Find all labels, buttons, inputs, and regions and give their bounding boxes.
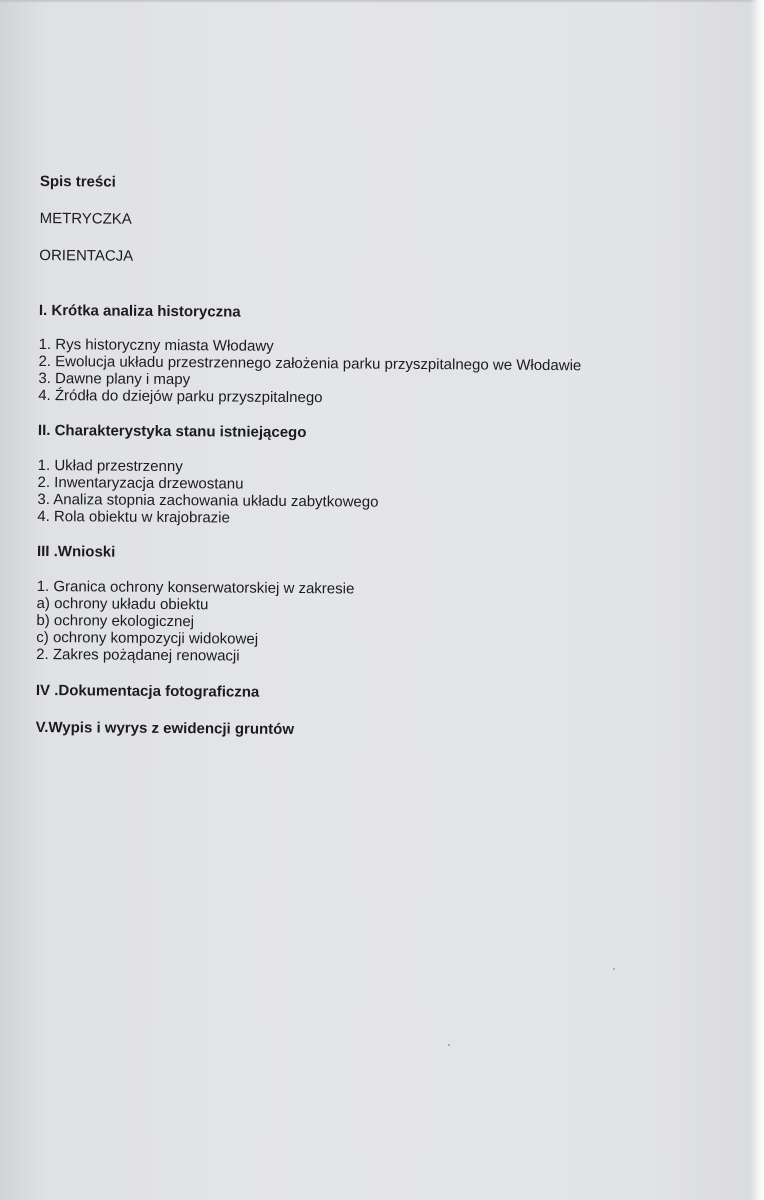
section-3-item: 1. Granica ochrony konserwatorskiej w zakresie xyxy=(36,577,355,598)
section-3-item: a) ochrony układu obiektu xyxy=(36,594,209,614)
section-2-item: 4. Rola obiektu w krajobrazie xyxy=(37,507,230,527)
section-3-item: c) ochrony kompozycji widokowej xyxy=(36,628,259,648)
paper-speck xyxy=(613,968,615,970)
page-top-edge xyxy=(0,0,764,3)
section-1-item: 1. Rys historyczny miasta Włodawy xyxy=(38,335,274,355)
section-2-item: 3. Analiza stopnia zachowania układu zabytkowego xyxy=(37,490,379,511)
section-1-item: 4. Źródła do dziejów parku przyszpitalnego xyxy=(38,386,323,407)
section-2-item: 1. Układ przestrzenny xyxy=(37,456,183,476)
toc-title: Spis treści xyxy=(39,172,116,191)
section-3-item: b) ochrony ekologicznej xyxy=(36,611,195,631)
section-1-item: 3. Dawne plany i mapy xyxy=(38,369,191,389)
section-2-item: 2. Inwentaryzacja drzewostanu xyxy=(37,473,244,493)
section-2-heading: II. Charakterystyka stanu istniejącego xyxy=(37,421,307,442)
section-5-heading: V.Wypis i wyrys z ewidencji gruntów xyxy=(35,718,295,739)
toc-orientacja: ORIENTACJA xyxy=(39,246,134,265)
section-4-heading: IV .Dokumentacja fotograficzna xyxy=(35,681,260,701)
section-3-item: 2. Zakres pożądanej renowacji xyxy=(36,645,240,665)
table-of-contents xyxy=(36,170,720,741)
section-1-item: 2. Ewolucja układu przestrzennego założenia parku przyszpitalnego we Włodawie xyxy=(38,352,582,375)
toc-metryczka: METRYCZKA xyxy=(39,209,132,228)
section-1-heading: I. Krótka analiza historyczna xyxy=(38,301,241,321)
page-right-edge xyxy=(750,0,764,1200)
section-3-heading: III .Wnioski xyxy=(36,542,116,561)
paper-speck xyxy=(448,1044,450,1046)
